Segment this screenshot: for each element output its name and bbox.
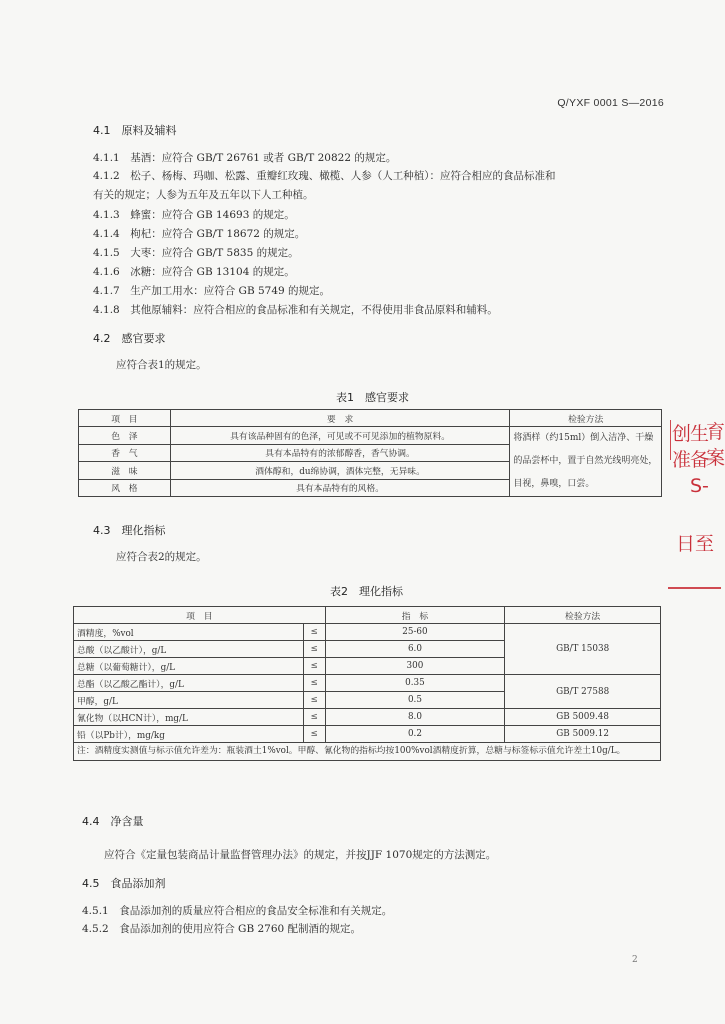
table2-row-cyanide-item: 氰化物（以HCN计），mg/L [74,709,304,726]
table2-row-methanol-item: 甲醇，g/L [74,692,304,709]
item-4-1-2-cont: 有关的规定；人参为五年及五年以下人工种植。 [93,189,314,201]
document-code: Q/YXF 0001 S—2016 [557,97,664,109]
table2-method-gbt27588: GB/T 27588 [505,675,661,709]
table2-header-index: 指 标 [325,607,505,624]
table1-header-item: 项 目 [79,410,171,427]
table2-row-ester-value: 0.35 [325,675,505,692]
table2-row-lead-item: 铅（以Pb计），mg/kg [74,726,304,743]
stamp-char: 准 [672,449,692,471]
table2-header-item: 项 目 [74,607,326,624]
table1-caption: 表1 感官要求 [336,391,409,404]
table2-method-gb5009-12: GB 5009.12 [505,726,661,743]
table2-row-sugar-op: ≤ [303,658,325,675]
table1-row-aroma-req: 具有本品特有的浓郁醇香，香气协调。 [170,444,510,462]
item-4-1-8: 4.1.8 其他原辅料：应符合相应的食品标准和有关规定，不得使用非食品原料和辅料。 [93,304,498,316]
table2-row-acid-item: 总酸（以乙酸计），g/L [74,641,304,658]
table1-row-color-req: 具有该品种固有的色泽，可见或不可见添加的植物原料。 [170,427,510,445]
stamp-char: 生 [690,423,710,445]
item-4-1-3: 4.1.3 蜂蜜：应符合 GB 14693 的规定。 [93,209,295,221]
table2-row-methanol-op: ≤ [303,692,325,709]
table1-header-requirement: 要 求 [170,410,510,427]
item-4-1-1: 4.1.1 基酒：应符合 GB/T 26761 或者 GB/T 20822 的规定。 [93,152,397,164]
table1-sensory [78,409,662,497]
table1-row-style-item: 风 格 [79,479,171,497]
table2-row-cyanide-op: ≤ [303,709,325,726]
table2-row-cyanide-value: 8.0 [325,709,505,726]
table2-row-lead-op: ≤ [303,726,325,743]
table2-row-alcohol-value: 25-60 [325,624,505,641]
item-4-1-5: 4.1.5 大枣：应符合 GB/T 5835 的规定。 [93,247,299,259]
table2-header-method: 检验方法 [505,607,661,624]
table2-row-acid-op: ≤ [303,641,325,658]
stamp-char: S- [690,475,709,497]
item-4-5-2: 4.5.2 食品添加剂的使用应符合 GB 2760 配制酒的规定。 [82,923,362,935]
item-4-1-2: 4.1.2 松子、杨梅、玛咖、松露、重瓣红玫瑰、橄榄、人参（人工种植）：应符合相应的食品标准和 [93,170,556,182]
table2-row-ester-op: ≤ [303,675,325,692]
table1-row-taste-req: 酒体醇和，du绵协调，酒体完整，无异味。 [170,462,510,480]
section-4-3-title: 4.3 理化指标 [93,524,166,537]
item-4-1-4: 4.1.4 枸杞：应符合 GB/T 18672 的规定。 [93,228,306,240]
item-4-1-6: 4.1.6 冰糖：应符合 GB 13104 的规定。 [93,266,295,278]
table2-row-sugar-item: 总糖（以葡萄糖计），g/L [74,658,304,675]
table2-physicochemical [73,606,661,761]
section-4-5-title: 4.5 食品添加剂 [82,877,166,890]
section-4-1-title: 4.1 原料及辅料 [93,124,177,137]
stamp-char: 备 [690,449,710,471]
table1-row-aroma-item: 香 气 [79,444,171,462]
table2-row-ester-item: 总酯（以乙酸乙酯计），g/L [74,675,304,692]
table1-row-taste-item: 滋 味 [79,462,171,480]
section-4-4-text: 应符合《定量包装商品计量监督管理办法》的规定，并按JJF 1070规定的方法测定。 [104,849,497,861]
section-4-4-title: 4.4 净含量 [82,815,144,828]
section-4-2-title: 4.2 感官要求 [93,332,166,345]
table2-note: 注：酒精度实测值与标示值允许差为：瓶装酒土1%vol。甲醇、氰化物的指标均按100%vol酒精度折算，总糖与标签标示值允许差土10g/L。 [74,743,661,761]
table2-row-lead-value: 0.2 [325,726,505,743]
table1-header-method: 检验方法 [510,410,662,427]
table2-row-methanol-value: 0.5 [325,692,505,709]
table2-method-gb5009-48: GB 5009.48 [505,709,661,726]
table1-method: 将酒样（约15ml）倒入洁净、干燥的品尝杯中，置于自然光线明亮处，目视，鼻嗅，口尝。 [510,427,662,497]
page-number: 2 [632,955,638,965]
section-4-2-text: 应符合表1的规定。 [116,359,207,371]
item-4-5-1: 4.5.1 食品添加剂的质量应符合相应的食品安全标准和有关规定。 [82,905,393,917]
table2-caption: 表2 理化指标 [330,585,403,598]
table2-method-gbt15038: GB/T 15038 [505,624,661,675]
table2-row-acid-value: 6.0 [325,641,505,658]
red-seal-stamp [668,415,725,595]
stamp-char: 日至 [676,533,715,555]
table2-row-alcohol-op: ≤ [303,624,325,641]
stamp-char: 案 [706,447,725,469]
table1-row-color-item: 色 泽 [79,427,171,445]
table2-row-sugar-value: 300 [325,658,505,675]
table2-row-alcohol-item: 酒精度，%vol [74,624,304,641]
stamp-char: 育 [706,421,725,443]
section-4-3-text: 应符合表2的规定。 [116,551,207,563]
table1-row-style-req: 具有本品特有的风格。 [170,479,510,497]
stamp-char: 创 [672,423,692,445]
item-4-1-7: 4.1.7 生产加工用水：应符合 GB 5749 的规定。 [93,285,331,297]
